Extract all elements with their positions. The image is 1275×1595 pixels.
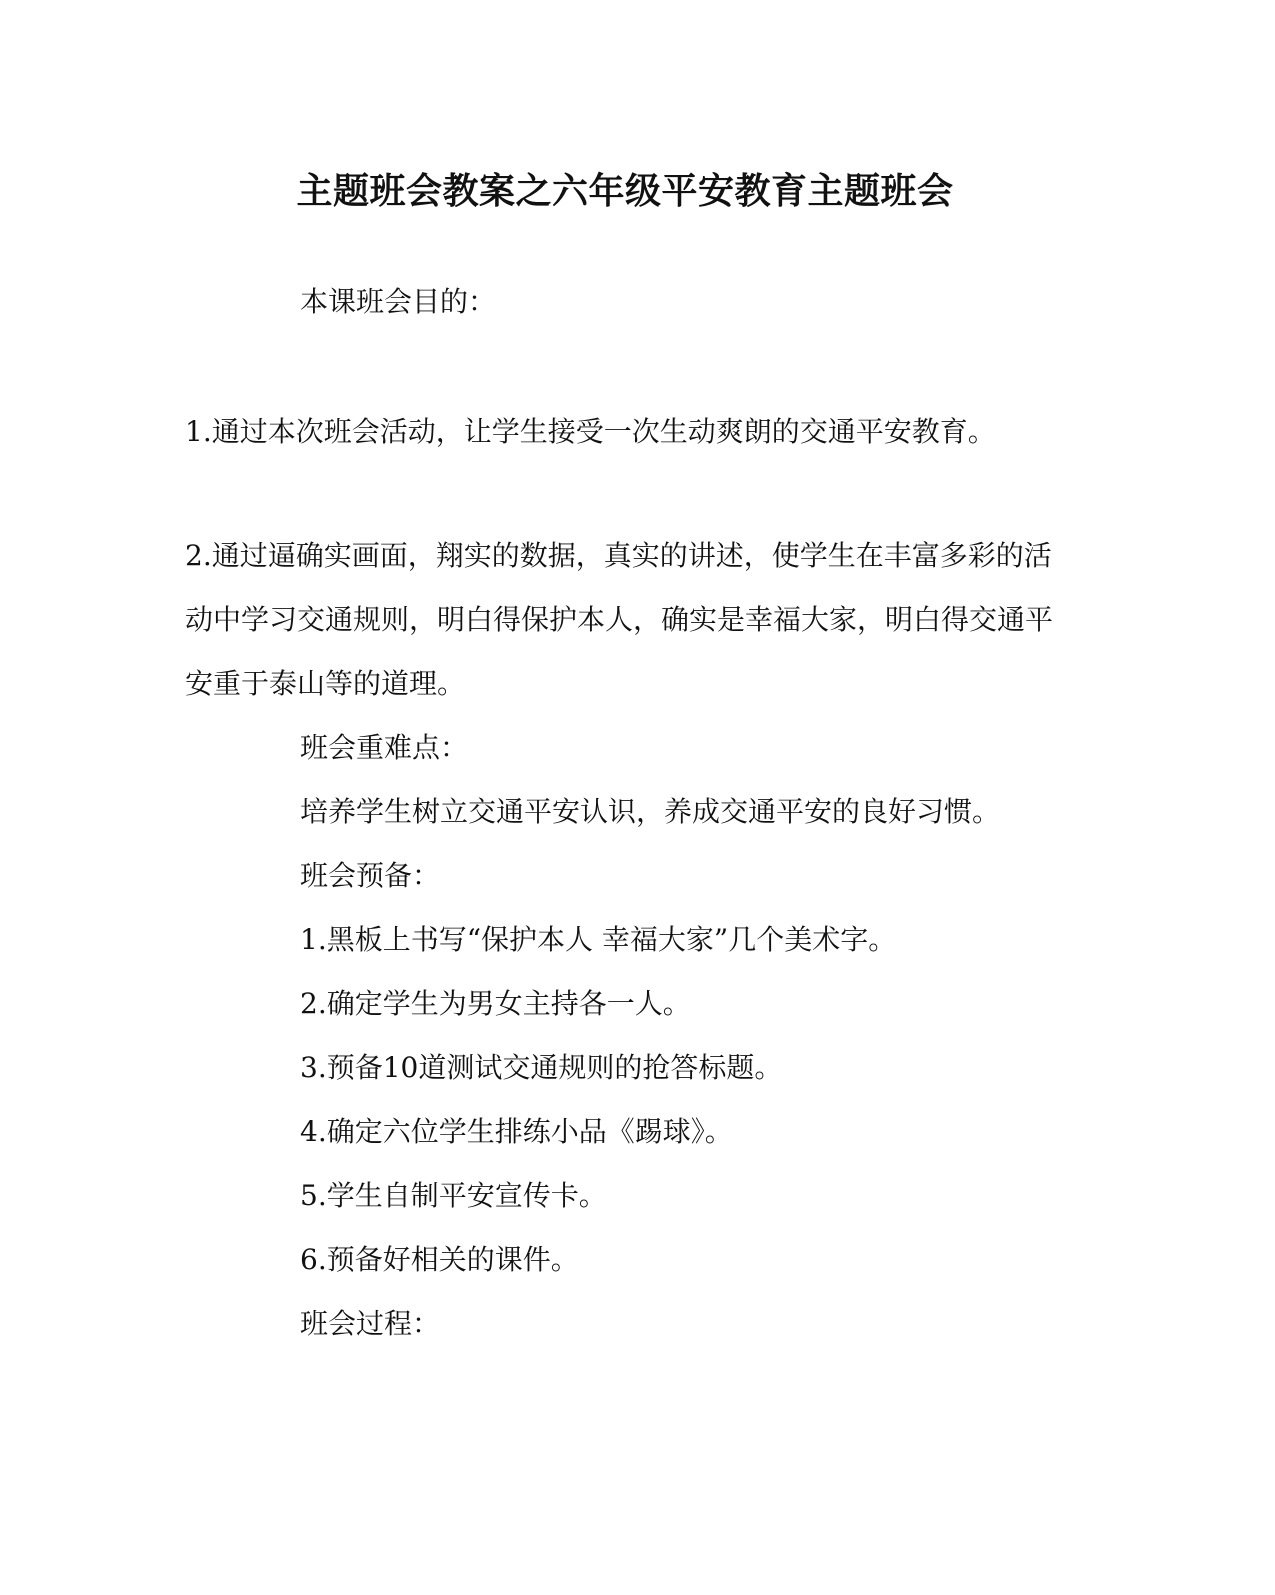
preparation-item-1: 1.黑板上书写“保护本人 幸福大家”几个美术字。	[300, 923, 897, 956]
preparation-item-3: 3.预备10道测试交通规则的抢答标题。	[300, 1051, 783, 1084]
process-heading: 班会过程：	[300, 1307, 441, 1340]
purpose-heading: 本课班会目的：	[300, 285, 497, 318]
preparation-item-2: 2.确定学生为男女主持各一人。	[300, 987, 691, 1020]
document-title: 主题班会教案之六年级平安教育主题班会	[296, 170, 954, 212]
key-points-heading: 班会重难点：	[300, 731, 469, 764]
preparation-heading: 班会预备：	[300, 859, 441, 892]
preparation-item-4: 4.确定六位学生排练小品《踢球》。	[300, 1115, 733, 1148]
purpose-item-1: 1.通过本次班会活动，让学生接受一次生动爽朗的交通平安教育。	[185, 415, 996, 448]
preparation-item-6: 6.预备好相关的课件。	[300, 1243, 579, 1276]
purpose-item-2: 2.通过逼确实画面，翔实的数据，真实的讲述，使学生在丰富多彩的活动中学习交通规则，明白得保护本人，确实是幸福大家，明白得交通平安重于泰山等的道理。	[185, 539, 1054, 700]
key-points-text: 培养学生树立交通平安认识，养成交通平安的良好习惯。	[300, 795, 1001, 828]
preparation-item-5: 5.学生自制平安宣传卡。	[300, 1179, 607, 1212]
